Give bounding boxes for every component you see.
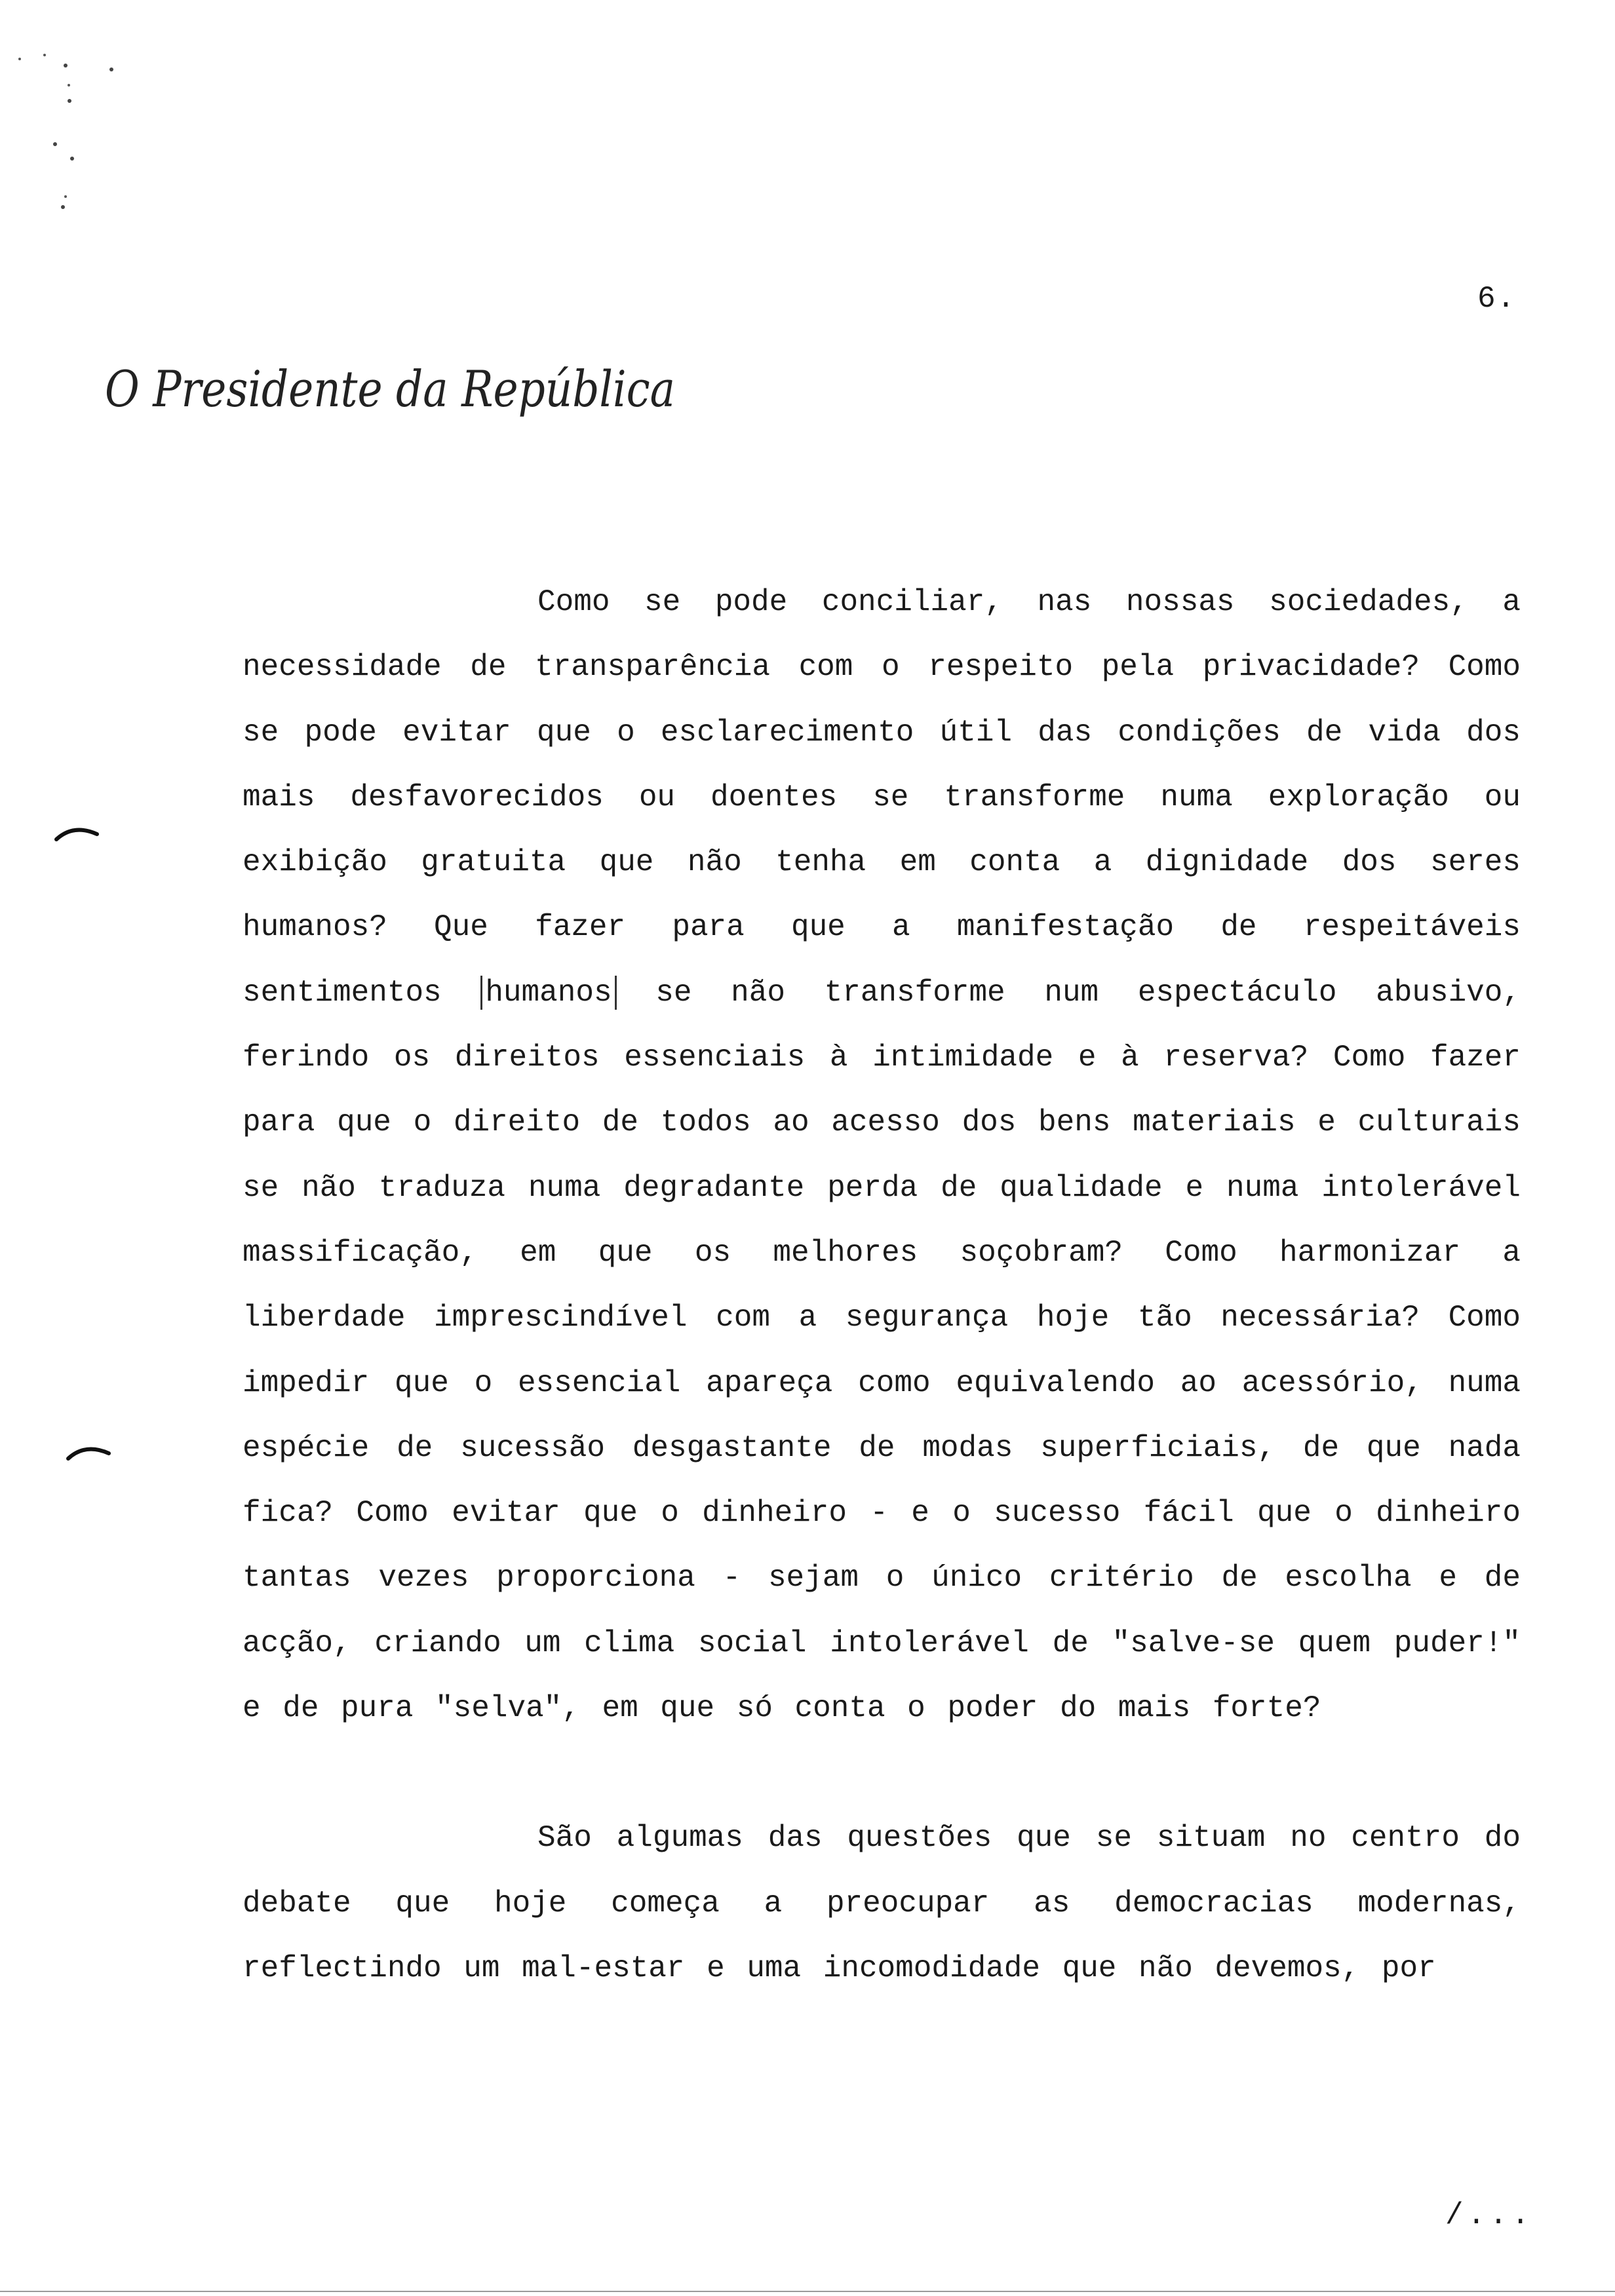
continuation-marker: /... — [1445, 2198, 1534, 2232]
letterhead-signature — [105, 354, 682, 426]
margin-arc-mark-2 — [66, 1442, 111, 1461]
handwritten-bracket-annotation: humanos — [480, 976, 616, 1010]
paragraph-1-text-b: se não transforme num espectáculo abusivo, ferindo os direitos essenciais à intimidade e à reserva? Como fazer para que o direito de todos ao acesso dos bens materiais e culturais se não traduza numa degradante perda de qualidade e numa intolerável massificação, em que os melhores soçobram? Como harmonizar a liberdade imprescindível com a segurança hoje tão necessária? Como impedir que o essencial apareça como equivalendo ao acessório, numa espécie de sucessão desgastante de modas superficiais, de que nada fica? Como evitar que o dinheiro - e o sucesso fácil que o dinheiro tantas vezes proporciona - sejam o único critério de escolha e de acção, criando um clima social intolerável de "salve-se quem puder!" e de pura "selva", em que só conta o poder do mais forte? — [243, 975, 1521, 1726]
scan-specks — [13, 46, 118, 216]
letterhead-script-logo — [105, 354, 682, 426]
letter-body — [243, 570, 1521, 2001]
svg-text:O Presidente da República: O Presidente da República — [105, 360, 675, 418]
paragraph-2: São algumas das questões que se situam no centro do debate que hoje começa a preocupar as democracias modernas, reflectindo um mal-estar e uma incomodidade que não devemos, por — [243, 1821, 1521, 1985]
paragraph-1-text-a: Como se pode conciliar, nas nossas sociedades, a necessidade de transparência com o respeito pela privacidade? Como se pode evitar que o esclarecimento útil das condições de vida dos mais desfavorecidos ou doentes se transforme numa exploração ou exibição gratuita que não tenha em conta a dignidade dos seres humanos? Que fazer para que a manifestação de respeitáveis sentimentos — [243, 585, 1521, 1010]
scan-bottom-edge — [0, 2291, 1615, 2292]
page-number: 6. — [1477, 282, 1517, 316]
margin-arc-mark-1 — [54, 822, 100, 842]
paragraph-1 — [243, 570, 1521, 1741]
